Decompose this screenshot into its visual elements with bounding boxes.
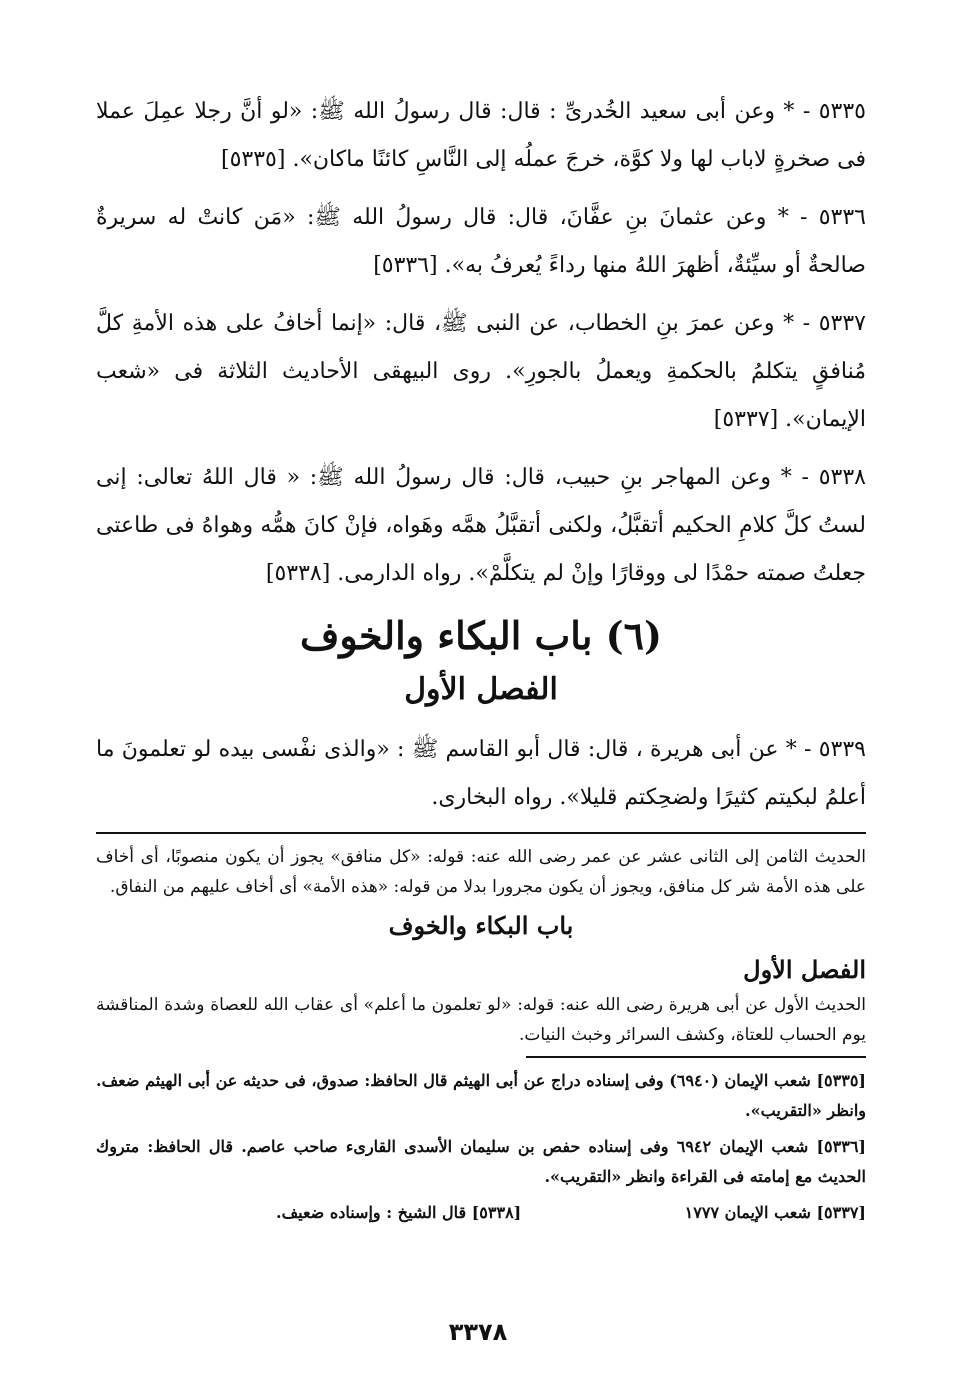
commentary-chapter-heading: باب البكاء والخوف — [388, 911, 574, 940]
commentary-paragraph-1: الحديث الثامن إلى الثانى عشر عن عمر رضى الله عنه: قوله: «كل منافق» يجوز أن يكون منصوبًا، أى أخاف على هذه الأمة شر كل منافق، ويجوز أن يكون مجرورا بدلا من قوله: «هذه الأمة» أى أخاف عليهم من النفاق. — [96, 847, 866, 897]
hadith-5338: ٥٣٣٨ - * وعن المهاجر بنِ حبيب، قال: قال رسولُ الله ﷺ: « قال اللهُ تعالى: إنى لستُ كلَّ كلامِ الحكيم أتقبَّلُ، ولكنى أتقبَّلُ همَّه وهَواه، فإنْ كانَ همُّه وهواهُ فى طاعتى جعلتُ صمته حمْدًا لى ووقارًا وإنْ لم يتكلَّمْ». رواه الدارمى. [٥٣٣٨] — [96, 465, 866, 586]
hadith-5339: ٥٣٣٩ - * عن أبى هريرة ، قال: قال أبو القاسم ﷺ : «والذى نفْسى بيده لو تعلمونَ ما أعلمُ لبكيتم كثيرًا ولضحِكتم قليلا». رواه البخارى. — [96, 737, 866, 810]
footnote-5338: [٥٣٣٨] قال الشيخ : وإسناده ضعيف. — [276, 1203, 522, 1222]
commentary-paragraph-2: الحديث الأول عن أبى هريرة رضى الله عنه: قوله: «لو تعلمون ما أعلم» أى عقاب الله للعصاة وشدة المناقشة يوم الحساب للعتاة، وكشف السرائر وخبث النيات. — [96, 995, 866, 1045]
footnote-divider — [526, 1056, 866, 1058]
commentary-divider — [96, 832, 866, 834]
section-title: الفصل الأول — [404, 672, 558, 707]
footnote-row — [96, 1198, 866, 1228]
commentary-section-heading: الفصل الأول — [743, 955, 866, 984]
footnote-5337: [٥٣٣٧] شعب الإيمان ١٧٧٧ — [684, 1203, 866, 1222]
page-body — [96, 88, 866, 1228]
chapter-title: (٦) باب البكاء والخوف — [299, 613, 663, 658]
footnote-5335: [٥٣٣٥] شعب الإيمان (٦٩٤٠) وفى إسناده دراج عن أبى الهيثم قال الحافظ: صدوق، فى حديثه عن أبى الهيثم ضعف. وانظر «التقريب». — [96, 1071, 866, 1120]
hadith-5335: ٥٣٣٥ - * وعن أبى سعيد الخُدرىِّ : قال: قال رسولُ الله ﷺ: «لو أنَّ رجلا عمِلَ عملا فى صخرةٍ لاباب لها ولا كوَّة، خرجَ عملُه إلى النَّاسِ كائنًا ماكان». [٥٣٣٥] — [96, 99, 866, 172]
page-number: ٣٣٧٨ — [448, 1318, 508, 1346]
hadith-5336: ٥٣٣٦ - * وعن عثمانَ بنِ عفَّانَ، قال: قال رسولُ الله ﷺ: «مَن كانتْ له سريرةٌ صالحةٌ أو سيِّئةٌ، أظهرَ اللهُ منها رداءً يُعرفُ به». [٥٣٣٦] — [96, 205, 866, 278]
hadith-5337: ٥٣٣٧ - * وعن عمرَ بنِ الخطاب، عن النبى ﷺ، قال: «إنما أخافُ على هذه الأمةِ كلَّ مُنافقٍ يتكلمُ بالحكمةِ ويعملُ بالجورِ». روى البيهقى الأحاديث الثلاثة فى «شعب الإيمان». [٥٣٣٧] — [96, 311, 866, 432]
footnote-5336: [٥٣٣٦] شعب الإيمان ٦٩٤٢ وفى إسناده حفص بن سليمان الأسدى القارىء صاحب عاصم. قال الحافظ: متروك الحديث مع إمامته فى القراءة وانظر «التقريب». — [96, 1137, 866, 1186]
